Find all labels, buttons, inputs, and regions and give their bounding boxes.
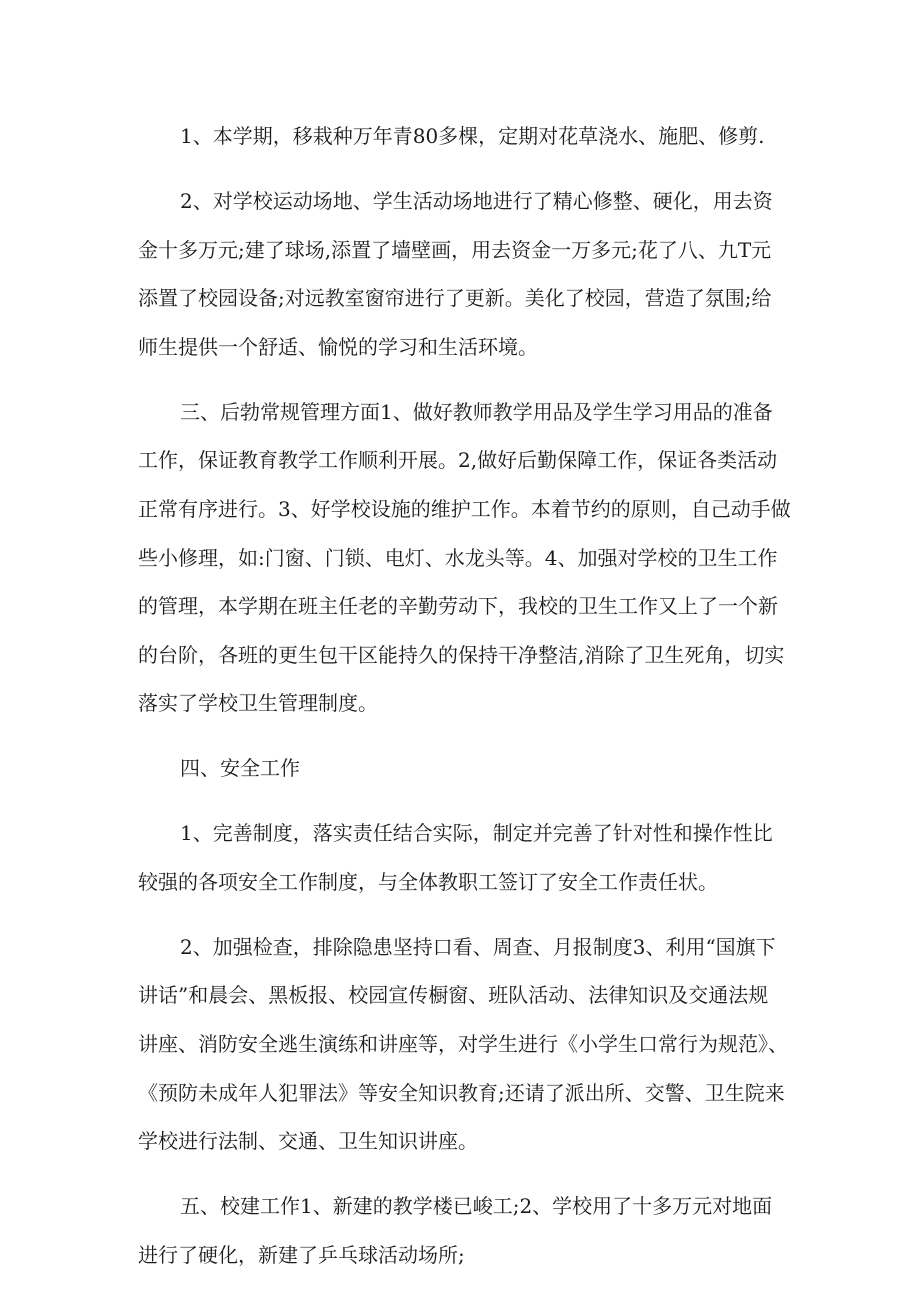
text-line: 1、本学期，移栽种万年青80多棵，定期对花草浇水、施肥、修剪. xyxy=(180,124,765,148)
text-line: 师生提供一个舒适、愉悦的学习和生活环境。 xyxy=(138,334,538,359)
text-line: 落实了学校卫生管理制度。 xyxy=(138,691,378,716)
text-line: 金十多万元;建了球场,添置了墙壁画，用去资金一万多元;花了八、九T元 xyxy=(138,237,772,262)
text-line: 讲座、消防安全逃生演练和讲座等，对学生进行《小学生口常行为规范》、 xyxy=(138,1032,788,1057)
paragraph xyxy=(138,809,788,906)
text-line: 1、完善制度，落实责任结合实际，制定并完善了针对性和操作性比 xyxy=(180,821,773,846)
text-line: 进行了硬化，新建了乒乓球活动场所; xyxy=(138,1242,465,1267)
text-line: 些小修理，如:门窗、门锁、电灯、水龙头等。4、加强对学校的卫生工作 xyxy=(138,545,778,570)
paragraph xyxy=(138,1182,788,1279)
text-line: 添置了校园设备;对远教室窗帘进行了更新。美化了校园，营造了氛围;给 xyxy=(138,286,772,311)
text-line: 三、后勃常规管理方面1、做好教师教学用品及学生学习用品的准备 xyxy=(180,399,773,424)
paragraph xyxy=(138,923,788,1166)
text-line: 讲话”和晨会、黑板报、校园宣传橱窗、班队活动、法律知识及交通法规 xyxy=(138,983,769,1008)
text-line: 较强的各项安全工作制度，与全体教职工签订了安全工作责任状。 xyxy=(138,869,718,894)
paragraph xyxy=(138,177,788,371)
text-line: 2、对学校运动场地、学生活动场地进行了精心修整、硬化，用去资 xyxy=(180,188,773,213)
text-line: 工作，保证教育教学工作顺利开展。2,做好后勤保障工作，保证各类活动 xyxy=(138,448,778,473)
paragraph xyxy=(138,112,788,161)
text-line: 四、安全工作 xyxy=(180,756,300,781)
text-line: 五、校建工作1、新建的教学楼已峻工;2、学校用了十多万元对地面 xyxy=(180,1194,773,1219)
section-heading xyxy=(138,744,788,793)
text-line: 的台阶，各班的更生包干区能持久的保持干净整洁,消除了卫生死角，切实 xyxy=(138,642,785,667)
text-line: 2、加强检查，排除隐患坚持口看、周查、月报制度3、利用“国旗下 xyxy=(180,934,776,959)
document-body xyxy=(138,112,791,1296)
paragraph xyxy=(138,388,791,728)
text-line: 《预防未成年人犯罪法》等安全知识教育;还请了派出所、交警、卫生院来 xyxy=(138,1080,785,1105)
text-line: 学校进行法制、交通、卫生知识讲座。 xyxy=(138,1129,478,1154)
text-line: 的管理，本学期在班主任老的辛勤劳动下，我校的卫生工作又上了一个新 xyxy=(138,594,778,619)
text-line: 正常有序进行。3、好学校设施的维护工作。本着节约的原则，自己动手做 xyxy=(138,496,791,521)
